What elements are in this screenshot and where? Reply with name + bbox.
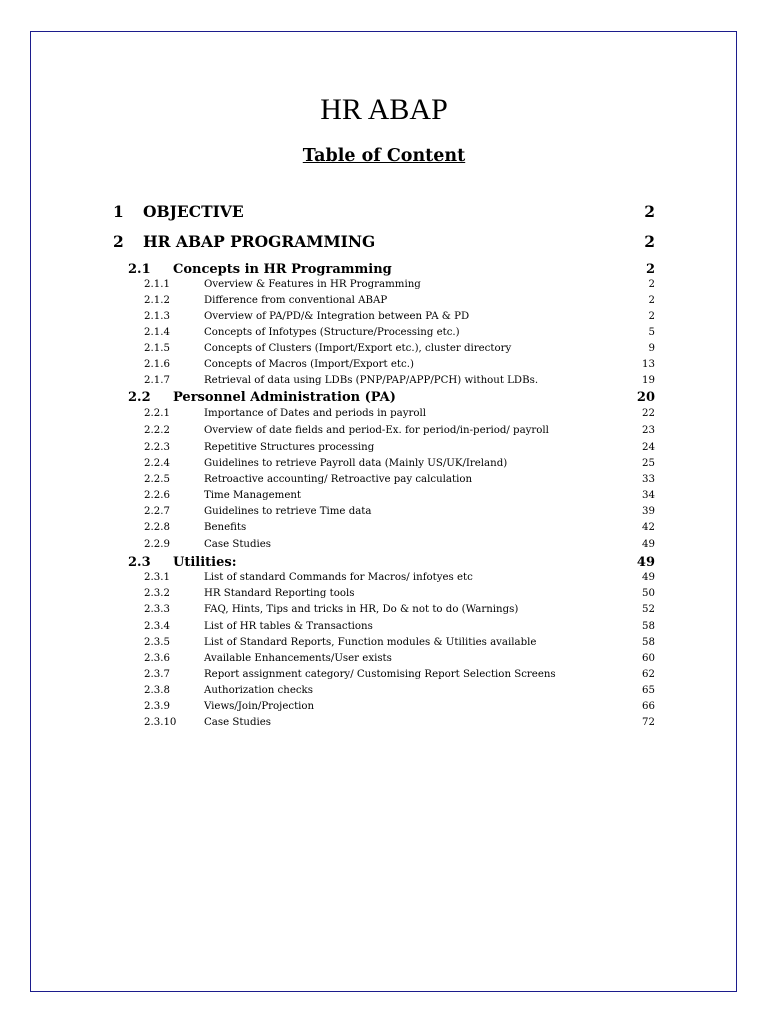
toc-entry-title: Overview & Features in HR Programming [204,279,421,290]
toc-entry[interactable] [144,653,655,669]
toc-entry-number: 2.3.8 [144,685,170,696]
toc-entry-page: 25 [642,458,655,469]
toc-section-2-2[interactable] [128,390,655,407]
toc-entry[interactable] [144,359,655,375]
toc-entry-title: Overview of PA/PD/& Integration between PA & PD [204,311,470,322]
toc-entry-page: 49 [642,539,655,550]
toc-entry-hr-abap-programming[interactable] [113,232,655,256]
toc-entry-title: Report assignment category/ Customising Report Selection Screens [204,669,556,680]
toc-entry[interactable] [144,717,655,733]
toc-heading-text: Table of Content [302,146,466,166]
toc-entry-title: Benefits [204,522,247,533]
toc-entry[interactable] [144,701,655,717]
toc-entry-title: Case Studies [204,717,272,728]
toc-entry[interactable] [144,442,655,458]
toc-entry[interactable] [144,327,655,343]
toc-entry-page: 2 [644,202,655,221]
toc-entry[interactable] [144,343,655,359]
toc-entry-page: 2 [648,279,655,290]
toc-entry-page: 33 [642,474,655,485]
toc-entry[interactable] [144,621,655,637]
toc-entry-page: 66 [642,701,655,712]
toc-entry-page: 9 [648,343,655,354]
toc-entry-page: 2 [645,262,655,277]
toc-entry-number: 1 [113,202,124,221]
document-title: HR ABAP [320,93,448,126]
toc-entry-title: Authorization checks [204,685,313,696]
toc-entry-title: List of HR tables & Transactions [204,621,373,632]
toc-entry-page: 49 [642,572,655,583]
toc-entry-number: 2.2.4 [144,458,170,469]
toc-entry-page: 62 [642,669,655,680]
toc-entry-title: Importance of Dates and periods in payroll [204,408,427,419]
toc-entry-page: 49 [636,555,655,570]
toc-entry-number: 2 [113,232,124,251]
toc-entry-number: 2.2.3 [144,442,170,453]
toc-entry[interactable] [144,490,655,506]
toc-entry-number: 2.1.4 [144,327,170,338]
toc-entry-number: 2.3.3 [144,604,170,615]
toc-entry-number: 2.3.2 [144,588,170,599]
toc-entry-number: 2.2.5 [144,474,170,485]
toc-entry-number: 2.1 [128,262,151,277]
toc-entry-title: Concepts of Clusters (Import/Export etc.), cluster directory [204,343,512,354]
toc-entry-number: 2.3.1 [144,572,170,583]
toc-entry-number: 2.1.7 [144,375,170,386]
toc-entry-page: 23 [642,425,655,436]
toc-entry-page: 50 [642,588,655,599]
toc-entry[interactable] [144,458,655,474]
toc-entry-title: Time Management [204,490,302,501]
toc-entry-objective[interactable] [113,202,655,226]
toc-entry[interactable] [144,311,655,327]
toc-entry[interactable] [144,295,655,311]
toc-entry-number: 2.1.2 [144,295,170,306]
toc-entry-title: OBJECTIVE [143,202,244,221]
toc-entry-title: HR ABAP PROGRAMMING [143,232,376,251]
toc-entry-page: 58 [642,621,655,632]
toc-entry[interactable] [144,572,655,588]
toc-entry-title: Guidelines to retrieve Payroll data (Mainly US/UK/Ireland) [204,458,508,469]
toc-entry-page: 52 [642,604,655,615]
toc-entry-number: 2.2 [128,390,151,405]
toc-entry-title: Available Enhancements/User exists [204,653,392,664]
toc-entry-title: Difference from conventional ABAP [204,295,388,306]
toc-entry-page: 22 [642,408,655,419]
toc-entry-title: HR Standard Reporting tools [204,588,355,599]
toc-entry-number: 2.2.6 [144,490,170,501]
toc-entry[interactable] [144,425,655,441]
toc-entry-title: Retrieval of data using LDBs (PNP/PAP/APP/PCH) without LDBs. [204,375,539,386]
toc-entry-page: 2 [648,311,655,322]
toc-entry[interactable] [144,522,655,538]
toc-entry[interactable] [144,279,655,295]
toc-entry-number: 2.2.9 [144,539,170,550]
toc-entry-number: 2.1.6 [144,359,170,370]
toc-entry[interactable] [144,506,655,522]
toc-entry-title: Concepts of Infotypes (Structure/Processing etc.) [204,327,460,338]
toc-entry-number: 2.1.3 [144,311,170,322]
toc-entry-title: FAQ, Hints, Tips and tricks in HR, Do & not to do (Warnings) [204,604,519,615]
toc-entry-title: Concepts of Macros (Import/Export etc.) [204,359,414,370]
toc-section-2-1[interactable] [128,262,655,279]
toc-entry[interactable] [144,474,655,490]
toc-entry-number: 2.2.8 [144,522,170,533]
toc-entry-number: 2.3.7 [144,669,170,680]
toc-entry-number: 2.2.7 [144,506,170,517]
toc-entry-page: 2 [648,295,655,306]
toc-entry-number: 2.3.4 [144,621,170,632]
toc-entry-number: 2.1.1 [144,279,170,290]
toc-entry-title: Overview of date fields and period-Ex. for period/in-period/ payroll [204,425,549,436]
toc-entry[interactable] [144,669,655,685]
toc-entry-number: 2.1.5 [144,343,170,354]
toc-entry-number: 2.2.1 [144,408,170,419]
toc-entry-number: 2.3.5 [144,637,170,648]
toc-entry-title: Guidelines to retrieve Time data [204,506,372,517]
toc-entry-page: 42 [642,522,655,533]
toc-entry-title: List of standard Commands for Macros/ infotyes etc [204,572,473,583]
toc-entry-page: 39 [642,506,655,517]
toc-entry-number: 2.3.9 [144,701,170,712]
toc-entry[interactable] [144,375,655,391]
toc-entry-page: 13 [642,359,655,370]
toc-entry-page: 5 [648,327,655,338]
toc-entry-page: 24 [642,442,655,453]
toc-entry-title: Repetitive Structures processing [204,442,375,453]
toc-entry-number: 2.3 [128,555,151,570]
toc-entry[interactable] [144,588,655,604]
toc-entry-page: 60 [642,653,655,664]
toc-entry[interactable] [144,539,655,555]
toc-entry-title: Concepts in HR Programming [173,262,392,277]
toc-entry-title: Retroactive accounting/ Retroactive pay calculation [204,474,473,485]
toc-entry-page: 72 [642,717,655,728]
toc-entry-page: 2 [644,232,655,251]
toc-entry-title: Views/Join/Projection [204,701,315,712]
toc-entry[interactable] [144,637,655,653]
toc-entry-page: 20 [636,390,655,405]
toc-section-2-3[interactable] [128,555,655,572]
toc-entry[interactable] [144,408,655,424]
toc-entry[interactable] [144,604,655,620]
toc-entry-page: 19 [642,375,655,386]
toc-entry-page: 65 [642,685,655,696]
toc-heading [0,146,768,166]
toc-entry-number: 2.3.6 [144,653,170,664]
toc-entry-title: Utilities: [173,555,237,570]
toc-entry-title: Case Studies [204,539,272,550]
toc-entry-page: 58 [642,637,655,648]
toc-entry-title: List of Standard Reports, Function modules & Utilities available [204,637,537,648]
toc-entry-page: 34 [642,490,655,501]
toc-entry-title: Personnel Administration (PA) [173,390,396,405]
toc-entry[interactable] [144,685,655,701]
toc-entry-number: 2.2.2 [144,425,170,436]
toc-entry-number: 2.3.10 [144,717,177,728]
